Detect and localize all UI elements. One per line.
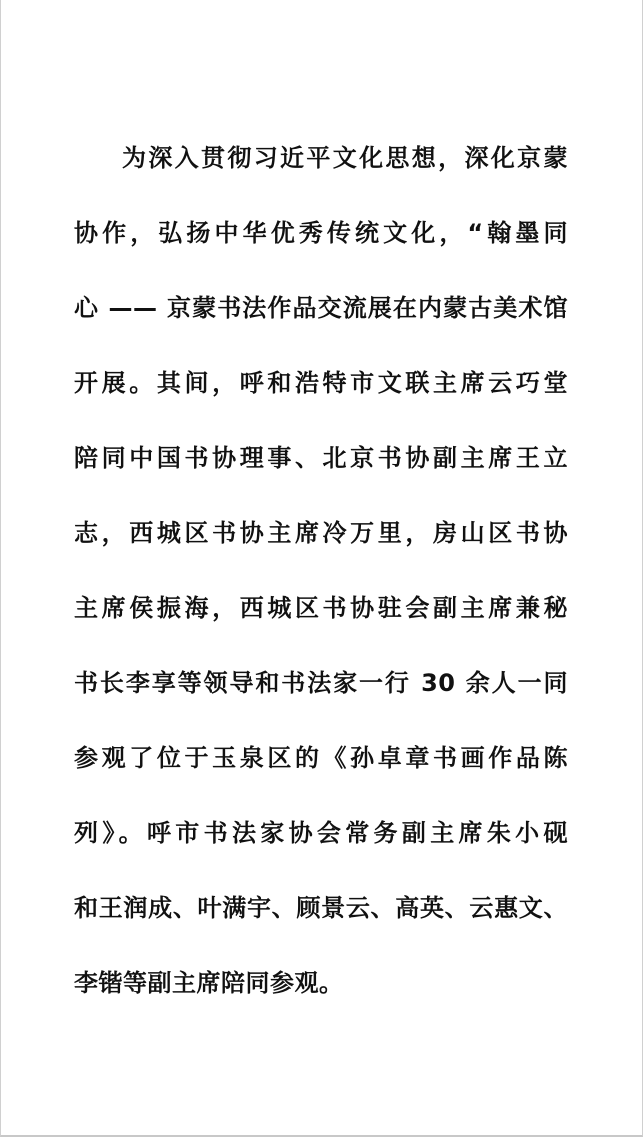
article-line: 和王润成、叶满宇、顾景云、高英、云惠文、 [74, 894, 568, 922]
article-line: 书长李享等领导和书法家一行 30 余人一同 [74, 669, 568, 697]
article-line: 为深入贯彻习近平文化思想，深化京蒙 [122, 144, 568, 172]
article-line: 列》。呼市书法家协会常务副主席朱小砚 [74, 819, 568, 847]
article-line: 李锴等副主席陪同参观。 [74, 969, 344, 997]
article-line: 心 —— 京蒙书法作品交流展在内蒙古美术馆 [74, 294, 568, 322]
article-line: 参观了位于玉泉区的《孙卓章书画作品陈 [74, 744, 568, 772]
article-line: 陪同中国书协理事、北京书协副主席王立 [74, 444, 568, 472]
article-line: 协作，弘扬中华优秀传统文化，“翰墨同 [74, 219, 568, 247]
article-line: 志，西城区书协主席冷万里，房山区书协 [74, 519, 568, 547]
article-line: 开展。其间，呼和浩特市文联主席云巧堂 [74, 369, 568, 397]
article-line: 主席侯振海，西城区书协驻会副主席兼秘 [74, 594, 568, 622]
